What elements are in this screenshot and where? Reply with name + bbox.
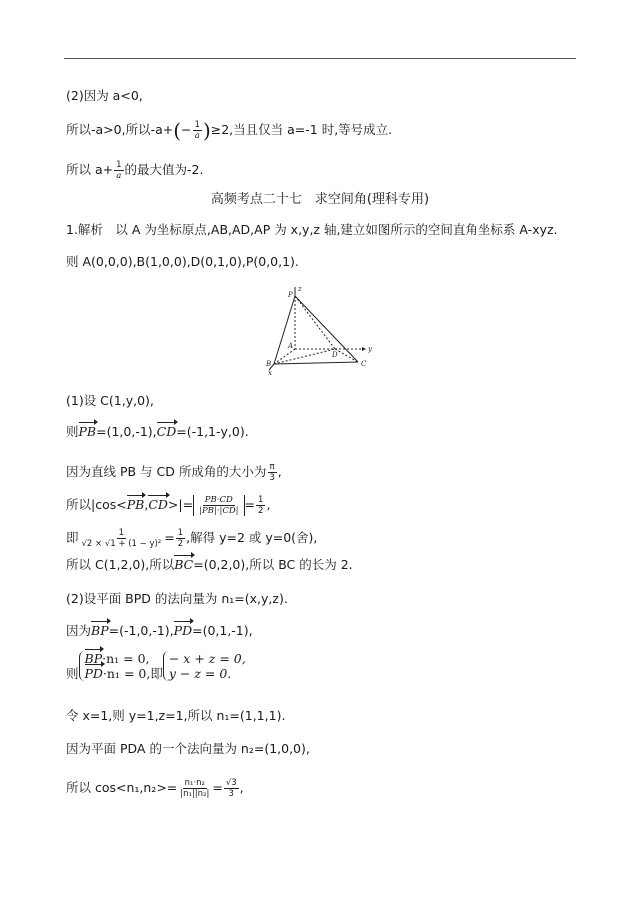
label-z: z <box>298 285 302 293</box>
text: =(0,2,0),所以 BC 的长为 2. <box>193 557 353 572</box>
fraction <box>178 778 211 799</box>
label-B: B <box>266 360 272 368</box>
text-line-2 <box>66 120 392 141</box>
text: =(-1,1-y,0). <box>176 424 249 439</box>
equals-sign: = <box>164 530 175 545</box>
text: 1.解析 以 A 为坐标原点,AB,AD,AP 为 x,y,z 轴,建立如图所示的空间直角坐标系 A-xyz. <box>66 222 558 237</box>
label-A: A <box>288 342 294 350</box>
fraction-denominator: 2 <box>258 506 264 516</box>
text: 因为 <box>66 623 92 638</box>
fraction <box>193 120 202 141</box>
fraction <box>256 495 265 516</box>
text: , <box>266 497 271 512</box>
fraction <box>197 495 240 516</box>
edge-DC <box>335 349 358 362</box>
text-line-9 <box>66 495 270 516</box>
label-y: y <box>368 345 372 353</box>
fraction-numerator: 1 <box>116 160 122 170</box>
label-x: x <box>268 369 272 376</box>
system-row: y − z = 0. <box>168 666 232 681</box>
text-line-1 <box>66 88 143 104</box>
text: 所以 C(1,2,0),所以 <box>66 557 175 572</box>
text: 所以 cos<n₁,n₂>= <box>66 780 178 795</box>
text: 则 <box>66 424 79 439</box>
equation-system-1 <box>79 651 151 681</box>
text-line-16 <box>66 741 310 757</box>
vector-BC: BC <box>174 557 194 572</box>
vector-PB: PB <box>126 497 145 512</box>
text: 则 A(0,0,0),B(1,0,0),D(0,1,0),P(0,0,1). <box>66 254 299 269</box>
text: =(0,1,-1), <box>192 623 253 638</box>
text-line-5 <box>66 254 299 270</box>
fraction-denominator: |n₁||n₂| <box>180 789 210 799</box>
text-line-10 <box>66 528 317 549</box>
text-line-6 <box>66 393 154 409</box>
text: 因为平面 PDA 的一个法向量为 n₂=(1,0,0), <box>66 741 310 756</box>
text-line-14 <box>66 651 246 681</box>
fraction <box>176 528 185 549</box>
fraction-denominator: a <box>194 131 200 141</box>
text-line-13 <box>66 623 253 639</box>
fraction-numerator: 1 <box>258 495 264 505</box>
fraction-denominator: 3 <box>228 789 234 799</box>
text: 所以|cos< <box>66 497 127 512</box>
system-row: − x + z = 0, <box>168 651 246 666</box>
label-D: D <box>332 351 338 359</box>
fraction-numerator: √3 <box>225 778 237 788</box>
text: 令 x=1,则 y=1,z=1,所以 n₁=(1,1,1). <box>66 708 286 723</box>
text: =(-1,0,-1), <box>108 623 174 638</box>
fraction <box>224 778 239 799</box>
label-C: C <box>361 360 367 368</box>
edge-PD <box>295 296 335 349</box>
fraction <box>114 160 123 181</box>
fraction-denominator: √2 × √1 + (1 − y)² <box>81 539 162 549</box>
y-arrow <box>362 347 366 351</box>
fraction <box>80 528 164 549</box>
text: , <box>277 464 282 479</box>
text: ,解得 y=2 或 y=0(舍), <box>186 530 318 545</box>
text: 所以-a>0,所以-a+ <box>66 122 174 137</box>
pyramid-figure <box>262 284 378 376</box>
vector-PD: PD <box>173 623 193 638</box>
fraction-numerator: 1 <box>177 528 184 538</box>
text: ·n₁ = 0, <box>102 666 151 681</box>
vector-CD: CD <box>156 424 177 439</box>
text: (2)设平面 BPD 的法向量为 n₁=(x,y,z). <box>66 591 288 606</box>
text: 则 <box>66 666 79 681</box>
text-line-11 <box>66 557 353 573</box>
fraction-denominator: 3 <box>269 473 275 483</box>
paren-open: ( <box>173 118 182 143</box>
vector-CD: CD <box>148 497 168 512</box>
text-line-8 <box>66 462 282 483</box>
fraction-numerator: 1 <box>118 528 125 538</box>
fraction <box>267 462 276 483</box>
text: , <box>239 780 244 795</box>
text: 所以 a+ <box>66 162 114 177</box>
text: 即 <box>150 666 163 681</box>
fraction-denominator: 2 <box>177 539 184 549</box>
edge-BC <box>274 362 358 364</box>
paren-close: ) <box>202 118 211 143</box>
absolute-value <box>193 495 244 516</box>
edge-PC <box>295 296 358 362</box>
section-title: 高频考点二十七 求空间角(理科专用) <box>210 192 430 207</box>
label-P: P <box>288 291 293 299</box>
fraction-numerator: π <box>269 462 275 472</box>
text-line-17 <box>66 778 244 799</box>
vector-BP: BP <box>84 651 103 666</box>
fraction-numerator: n₁·n₂ <box>184 778 205 788</box>
text: 即 <box>66 530 79 545</box>
vector-BP: BP <box>91 623 109 638</box>
fraction-denominator: |PB|·|CD| <box>199 506 239 516</box>
text: 因为直线 PB 与 CD 所成角的大小为 <box>66 464 267 479</box>
text-line-7 <box>66 424 249 440</box>
text: >|= <box>167 497 194 512</box>
fraction-numerator: 1 <box>194 120 200 130</box>
minus-sign: − <box>181 122 192 137</box>
edge-PB <box>274 296 295 364</box>
system-row <box>85 666 151 681</box>
text: (1)设 C(1,y,0), <box>66 393 154 408</box>
equation-system-2 <box>163 651 246 681</box>
text: (2)因为 a<0, <box>66 88 143 103</box>
text: ·n₁ = 0, <box>102 651 150 666</box>
fraction-denominator: a <box>116 171 122 181</box>
equals-sign: = <box>244 497 256 512</box>
text: ≥2,当且仅当 a=-1 时,等号成立. <box>210 122 393 137</box>
text-line-15 <box>66 708 285 724</box>
vector-PB: PB <box>78 424 97 439</box>
text-line-12 <box>66 591 288 607</box>
text-line-4 <box>66 222 558 238</box>
fraction-numerator: PB·CD <box>204 495 233 505</box>
vector-PD: PD <box>84 666 103 681</box>
header-rule <box>64 58 576 59</box>
edge-AB <box>274 349 295 364</box>
equals-sign: = <box>212 780 223 795</box>
text-line-3 <box>66 160 203 181</box>
text: 的最大值为-2. <box>124 162 204 177</box>
text: , <box>144 497 149 512</box>
text: =(1,0,-1), <box>96 424 157 439</box>
edge-BD <box>274 349 335 364</box>
